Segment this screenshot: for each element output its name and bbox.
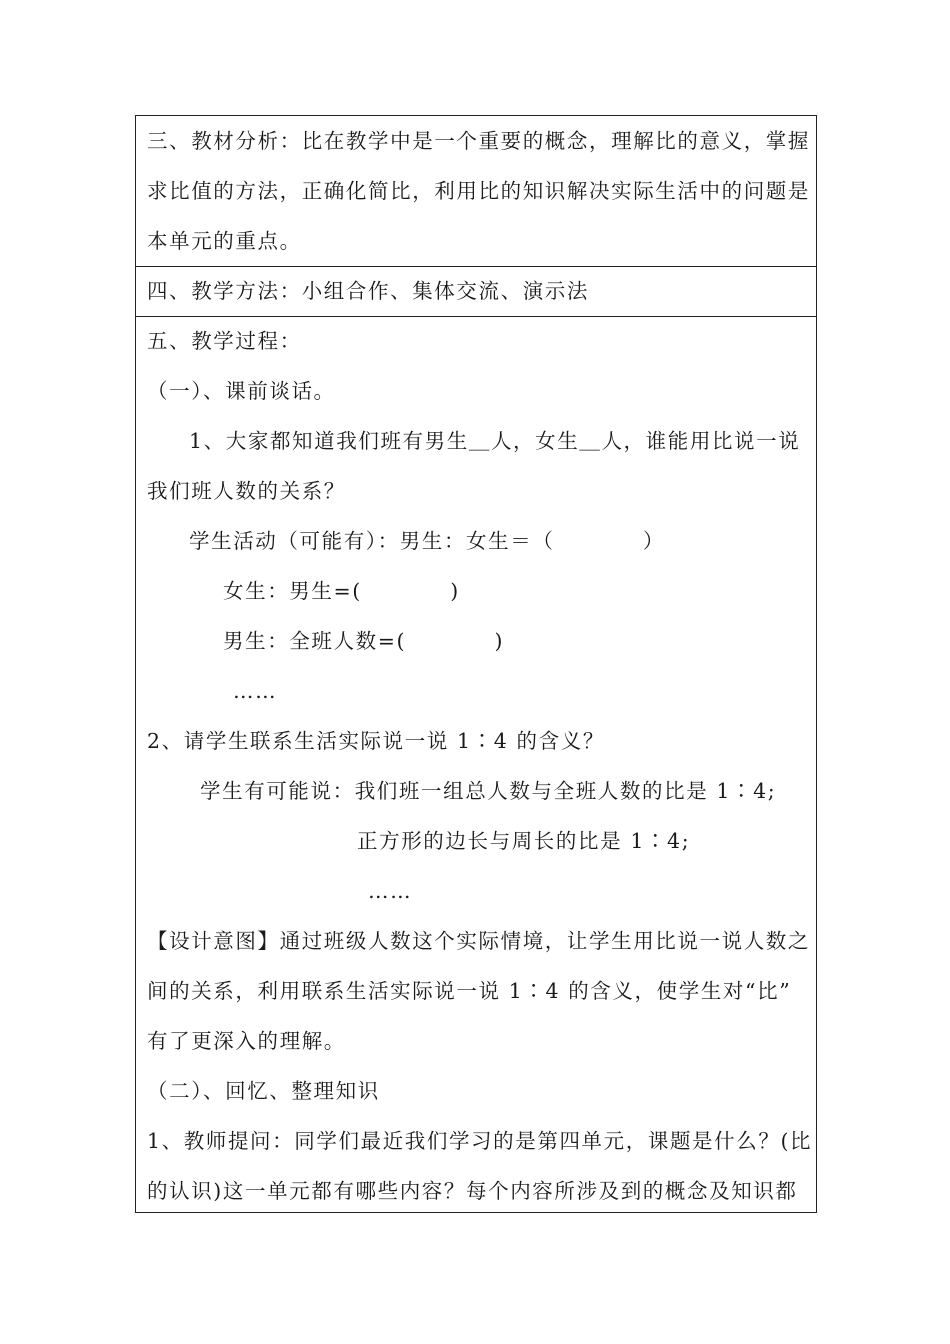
analysis-line: 本单元的重点。 — [147, 229, 302, 253]
design-intent-line: 【设计意图】通过班级人数这个实际情境，让学生用比说一说人数之 — [147, 929, 810, 953]
part2-title: （二）、回忆、整理知识 — [147, 1079, 380, 1103]
analysis-line: 求比值的方法，正确化简比，利用比的知识解决实际生活中的问题是 — [147, 179, 810, 203]
ratio-line: 男生：全班人数=( ) — [223, 629, 505, 653]
student-answer: 学生有可能说：我们班一组总人数与全班人数的比是 1∶4; — [200, 779, 777, 803]
design-intent-line: 有了更深入的理解。 — [147, 1029, 346, 1053]
row-divider — [136, 316, 816, 317]
question-2: 2、请学生联系生活实际说一说 1∶4 的含义？ — [147, 729, 605, 753]
question-1-line: 我们班人数的关系？ — [147, 479, 346, 503]
student-activity: 学生活动（可能有）：男生：女生＝（ ） — [189, 529, 665, 553]
ratio-line: 女生：男生=( ) — [223, 579, 460, 603]
design-intent-line: 间的关系，利用联系生活实际说一说 1∶4 的含义，使学生对“比” — [147, 979, 792, 1003]
ellipsis: …… — [368, 879, 413, 903]
row-divider — [136, 266, 816, 267]
teacher-question-line: 1、教师提问：同学们最近我们学习的是第四单元，课题是什么？(比 — [147, 1129, 813, 1153]
analysis-line: 三、教材分析：比在教学中是一个重要的概念，理解比的意义，掌握 — [147, 129, 810, 153]
question-1-line: 1、大家都知道我们班有男生＿人，女生＿人，谁能用比说一说 — [189, 429, 801, 453]
part1-title: （一）、课前谈话。 — [147, 379, 336, 403]
student-answer: 正方形的边长与周长的比是 1∶4; — [357, 829, 691, 853]
ellipsis: …… — [233, 679, 278, 703]
teacher-question-line: 的认识)这一单元都有哪些内容？每个内容所涉及到的概念及知识都 — [147, 1179, 798, 1203]
process-heading: 五、教学过程： — [147, 329, 302, 353]
method-line: 四、教学方法：小组合作、集体交流、演示法 — [147, 279, 589, 303]
